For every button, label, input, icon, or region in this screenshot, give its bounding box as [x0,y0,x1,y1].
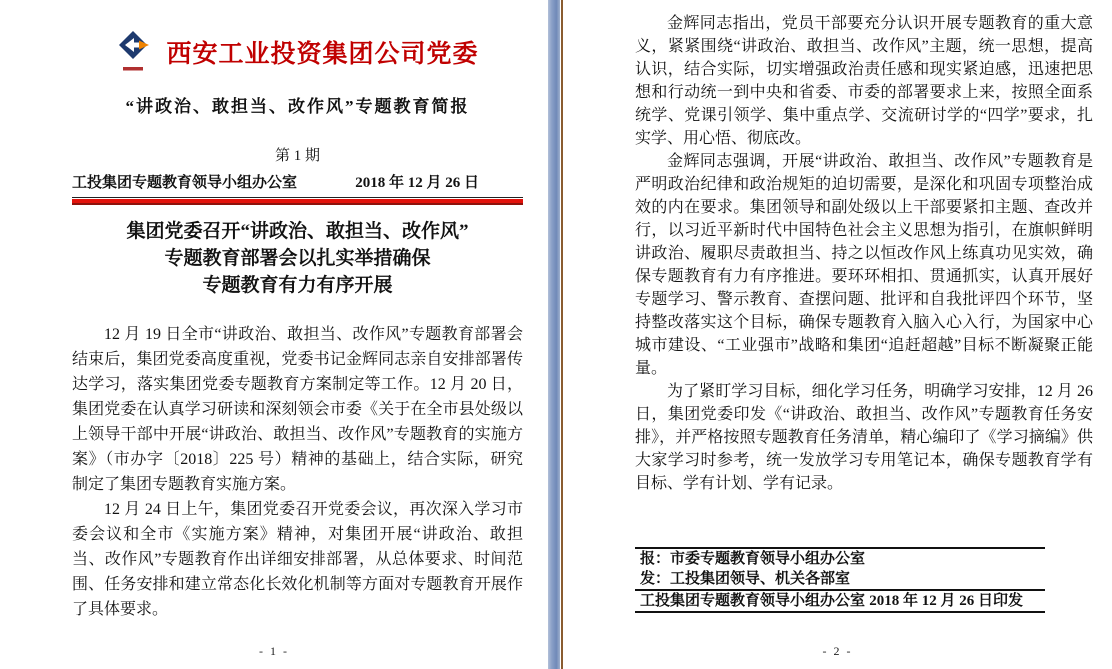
issue-date: 2018 年 12 月 26 日 [355,175,479,191]
article-title [72,218,523,299]
article-body-page-2 [635,12,1093,542]
office-date-row [72,171,523,198]
report-to-line: 报：市委专题教育领导小组办公室 [640,551,866,567]
imprint-office: 工投集团专题教育领导小组办公室 [640,593,866,609]
article-body-page-1 [72,322,523,628]
imprint-date: 2018 年 12 月 26 日印发 [869,593,1023,609]
issuing-office: 工投集团专题教育领导小组办公室 [72,175,298,191]
page-number-2: - 2 - [822,644,853,658]
paragraph: 为了紧盯学习目标，细化学习任务，明确学习安排，12 月 26 日，集团党委印发《“讲政治、敢担当、改作风”专题教育任务安排》，并严格按照专题教育任务清单，精心编印了《学习摘编》供大家学习时参考，统一发放学习专用笔记本，确保专题教育学有目标、学有计划、学有记录。 [635,383,1093,492]
imprint-line [635,589,1045,611]
page-1 [0,0,548,669]
page-2 [563,0,1112,669]
paragraph: 12 月 24 日上午，集团党委召开党委会议，再次深入学习市委会议和全市《实施方案》精神，对集团开展“讲政治、敢担当、改作风”专题教育作出详细安排部署，从总体要求、时间范围、任务安排和建立常态化长效化机制等方面对专题教育开展作了具体要求。 [72,501,523,618]
paragraph: 金辉同志强调，开展“讲政治、敢担当、改作风”专题教育是严明政治纪律和政治规矩的迫切需要，是深化和巩固专项整治成效的内在要求。集团领导和副处级以上干部要紧扣主题、查改并行，以习近平新时代中国特色社会主义思想为指引，在旗帜鲜明讲政治、履职尽责敢担当、持之以恒改作风上练真功见实效，确保专题教育有力有序推进。要环环相扣、贯通抓实，认真开展好专题学习、警示教育、查摆问题、批评和自我批评四个环节，坚持整改落实这个目标，确保专题教育入脑入心入行，为国家中心城市建设、“工业强市”战略和集团“追赶超越”目标不断凝聚正能量。 [635,153,1093,377]
logo-arrow-right [139,41,149,50]
article-title-line-2: 专题教育部署会以扎实举措确保 [164,248,431,269]
paragraph: 金辉同志指出，党员干部要充分认识开展专题教育的重大意义，紧紧围绕“讲政治、敢担当、改作风”主题，统一思想，提高认识，结合实际，切实增强政治责任感和现实紧迫感，迅速把思想和行动统一到中央和省委、市委的部署要求上来，按照全面系统学、党课引领学、集中重点学、交流研讨学的“四学”要求，扎实学、用心悟、彻底改。 [635,15,1093,147]
page-number-1: - 1 - [259,644,289,658]
issue-number: 第 1 期 [274,148,320,164]
bulletin-title: “讲政治、敢担当、改作风”专题教育简报 [125,97,470,116]
paragraph: 12 月 19 日全市“讲政治、敢担当、改作风”专题教育部署会结束后，集团党委高度重视，党委书记金辉同志亲自安排部署传达学习，落实集团党委专题教育方案制定等工作。12 月 20 日，集团党委在认真学习研读和深刻领会市委《关于在全市县处级以上领导干部中开展“讲政治、敢担当、改作风”专题教育的实施方案》（市办字〔2018〕225 号）精神的基础上，结合实际，研究制定了集团专题教育实施方案。 [72,326,523,493]
divider-bar [548,0,560,669]
company-logo-icon [116,29,150,75]
article-title-line-1: 集团党委召开“讲政治、敢担当、改作风” [126,221,469,242]
distributed-to-line: 发：工投集团领导、机关各部室 [640,571,851,587]
masthead [72,28,523,76]
distribution-box [635,547,1045,613]
red-separator-rule [72,199,523,205]
article-title-line-3: 专题教育有力有序开展 [202,275,393,296]
org-title: 西安工业投资集团公司党委 [166,41,479,68]
page-divider [548,0,563,669]
logo-caption-mark [123,67,143,71]
